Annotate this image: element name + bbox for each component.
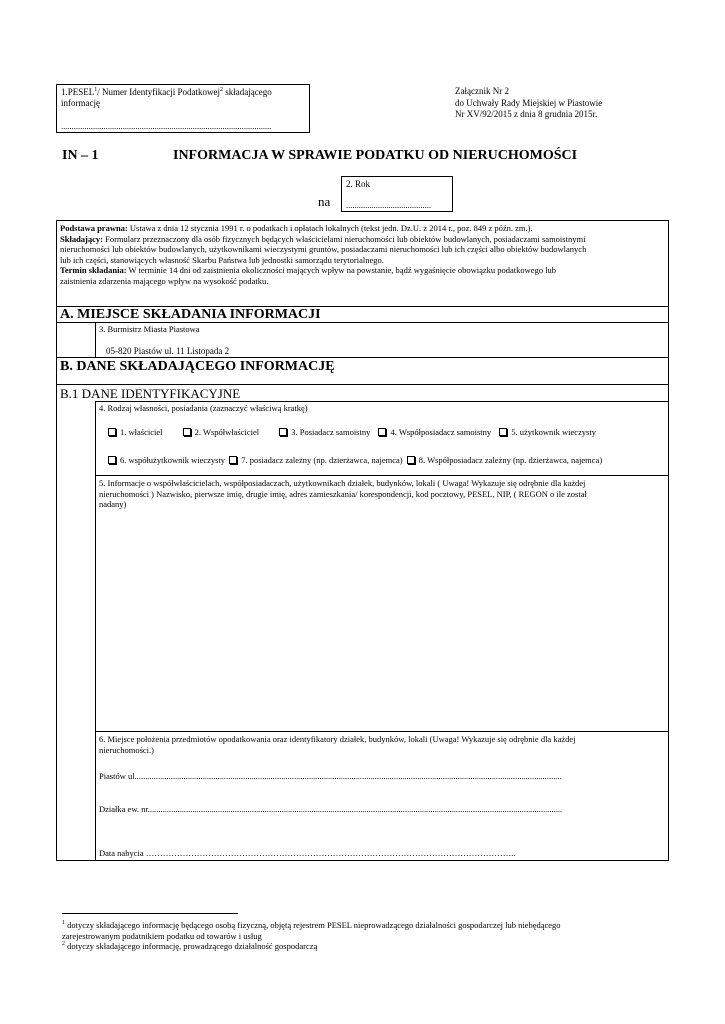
pesel-label	[61, 87, 307, 98]
footnote-separator	[62, 913, 238, 914]
checkbox-icon[interactable]	[499, 428, 507, 436]
footnote-ref-1: 1	[94, 87, 98, 93]
footnote-1-text-line2: zarejestrowanym podatnikiem podatku od towarów i usług	[62, 930, 262, 941]
legal-basis-block	[60, 223, 666, 286]
form-code: IN – 1	[62, 148, 99, 163]
divider	[95, 475, 669, 476]
pesel-box	[56, 84, 310, 133]
ownership-options-row2	[108, 455, 602, 466]
checkbox-icon[interactable]	[183, 428, 191, 436]
divider	[95, 731, 669, 732]
property-location-label: 6. Miejsce położenia przedmiotów opodatkowania oraz identyfikatory działek, budynków, lokali (Uwaga! Wykazuje się odrębnie dla każdej nieruchomości.)	[99, 734, 576, 755]
checkbox-icon[interactable]	[108, 456, 116, 464]
checkbox-icon[interactable]	[378, 428, 386, 436]
year-label: 2. Rok	[346, 179, 371, 189]
co-owners-field-label: 5. Informacje o współwłaścicielach, współposiadaczach, użytkownikach działek, budynków, lokali ( Uwaga! Wykazuje się odrębnie dla każdej nieruchomości ) Nazwisko, pierwsze imię, drugie imię, adres zamieszkania/ korespondencji, kod pocztowy, PESEL, NIP, ( REGON o ile został nadany)	[99, 478, 587, 509]
section-b-title: B. DANE SKŁADAJĄCEGO INFORMACJĘ	[60, 359, 335, 374]
divider	[95, 401, 669, 402]
deadline-text-2: zaistnienia zdarzenia mającego wpływ na wysokość podatku.	[60, 275, 269, 286]
divider	[95, 401, 96, 861]
checkbox-icon[interactable]	[407, 456, 415, 464]
street-input-line[interactable]: Piastów ul.........................................................................................................................................................................................................	[99, 771, 562, 781]
attachment-info	[455, 86, 602, 121]
footnote-1-mark: 1	[62, 920, 65, 926]
section-b1-subtitle: B.1 DANE IDENTYFIKACYJNE	[60, 386, 241, 401]
option-dependent-possessor[interactable]: 7. posiadacz zależny (np. dzierżawca, najemca)	[229, 455, 402, 465]
co-owners-textarea[interactable]	[97, 512, 667, 730]
attachment-line2: do Uchwały Rady Miejskiej w Piastowie	[455, 97, 603, 108]
section-a-title: A. MIEJSCE SKŁADANIA INFORMACJI	[60, 307, 321, 322]
deadline-label: Termin składania:	[60, 265, 127, 275]
nip-label-text: / Numer Identyfikacji Podatkowej	[97, 87, 220, 97]
plot-number-input-line[interactable]: Działka ew. nr...................................................................................................................................................................................................	[99, 804, 563, 814]
option-co-dependent-possessor[interactable]: 8. Współposiadacz zależny (np. dzierżawca, najemca)	[407, 455, 602, 465]
footnotes	[62, 920, 662, 952]
ownership-options-row1	[108, 427, 596, 438]
footnote-1-text: dotyczy składającego informację będącego osobą fizyczną, objętą rejestrem PESEL nieprowadzącego działalności gospodarczej lub niebędącego	[65, 920, 561, 930]
option-co-independent-possessor[interactable]: 4. Współposiadacz samoistny	[378, 427, 491, 437]
filer-label: Składający:	[60, 233, 103, 244]
acquisition-date-input-line[interactable]: Data nabycia …………………………………………………………………………………………………………………..	[99, 848, 516, 858]
checkbox-icon[interactable]	[108, 428, 116, 436]
footnote-ref-2: 2	[219, 87, 223, 93]
footnote-2-text: dotyczy składającego informację, prowadzącego działalność gospodarczą	[65, 941, 318, 951]
year-input-dots[interactable]: ........................................	[346, 200, 431, 210]
option-owner[interactable]: 1. właściciel	[108, 427, 162, 437]
year-box	[341, 176, 453, 212]
filer-text-2: nieruchomości lub obiektów budowlanych, użytkownikami wieczystymi gruntów, posiadaczami nieruchomości lub ich części albo obiektów budowlanych	[60, 244, 587, 254]
option-co-perpetual-user[interactable]: 6. współużytkownik wieczysty	[108, 455, 225, 465]
year-prefix: na	[318, 194, 331, 209]
divider	[56, 357, 669, 358]
option-independent-possessor[interactable]: 3. Posiadacz samoistny	[279, 427, 370, 437]
filer-text-3: lub ich części, stanowiących własność Skarbu Państwa lub jednostki samorządu terytorialnego.	[60, 254, 384, 265]
checkbox-icon[interactable]	[229, 456, 237, 464]
divider	[56, 384, 669, 385]
attachment-line1: Załącznik Nr 2	[455, 86, 509, 96]
pesel-label-line2: informację	[61, 98, 100, 108]
form-title: INFORMACJA W SPRAWIE PODATKU OD NIERUCHOMOŚCI	[173, 148, 578, 163]
option-perpetual-user[interactable]: 5. użytkownik wieczysty	[499, 427, 596, 437]
divider	[56, 322, 669, 323]
basis-text: Ustawa z dnia 12 stycznia 1991 r. o podatkach i opłatach lokalnych (tekst jedn. Dz.U. z 2014 r., poz. 849 z późn. zm.).	[127, 223, 533, 233]
pesel-label-suffix: składającego	[222, 87, 272, 97]
pesel-input-dots[interactable]: ...................................................................................................	[61, 121, 272, 131]
office-field-label: 3. Burmistrz Miasta Piastowa	[99, 324, 200, 334]
basis-label: Podstawa prawna:	[60, 223, 128, 233]
filer-text-1: Formularz przeznaczony dla osób fizycznych będących właścicielami nieruchomości lub obiektów budowlanych, posiadaczami samoistnymi	[102, 233, 586, 244]
pesel-label-text: 1.PESEL	[61, 87, 95, 97]
option-co-owner[interactable]: 2. Współwłaściciel	[183, 427, 260, 437]
attachment-line3: Nr XV/92/2015 z dnia 8 grudnia 2015r.	[455, 109, 598, 119]
footnote-2-mark: 2	[62, 941, 65, 947]
checkbox-icon[interactable]	[279, 428, 287, 436]
deadline-text-1: W terminie 14 dni od zaistnienia okoliczności mających wpływ na powstanie, bądź wygaśnięcie obowiązku podatkowego lub	[126, 265, 557, 275]
office-address: 05-820 Piastów ul. 11 Listopada 2	[106, 346, 230, 356]
ownership-type-label: 4. Rodzaj własności, posiadania (zaznaczyć właściwą kratkę)	[99, 403, 308, 413]
divider	[95, 322, 96, 358]
